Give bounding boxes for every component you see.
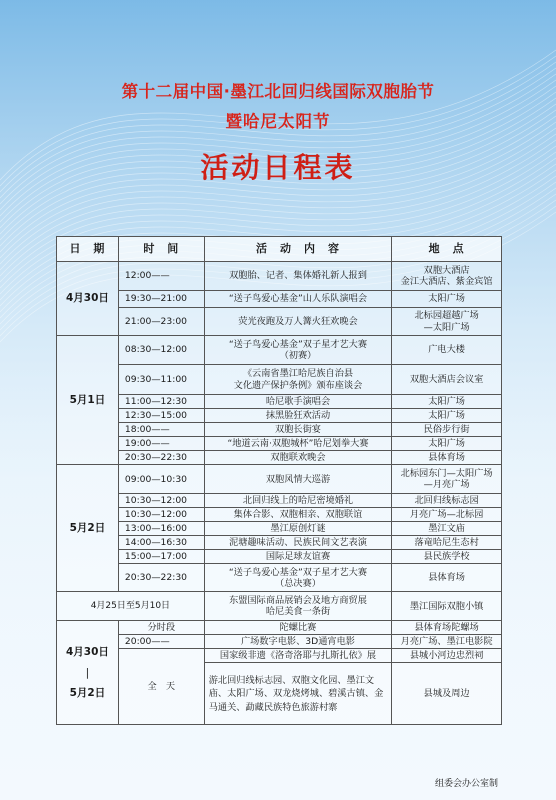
table-row: [57, 437, 502, 451]
location-cell: 县民族学校: [392, 550, 502, 564]
table-row: [57, 649, 502, 663]
activity-cell: 广场数字电影、3D通宵电影: [204, 635, 392, 649]
activity-cell: 荧光夜跑及万人篝火狂欢晚会: [204, 308, 392, 336]
date-cell: 5月1日: [57, 336, 119, 465]
location-cell: 太阳广场: [392, 291, 502, 308]
time-cell: 15:00—17:00: [118, 550, 204, 564]
range-end-date: 5月2日: [69, 687, 106, 700]
location-cell: 县体育场陀螺场: [392, 621, 502, 635]
table-row: [57, 365, 502, 395]
location-cell: 太阳广场: [392, 395, 502, 409]
footer-credit: 组委会办公室制: [434, 779, 498, 789]
table-row: [57, 494, 502, 508]
location-cell: 广电大楼: [392, 336, 502, 365]
table-row: [57, 550, 502, 564]
activity-cell: 双胞风情大巡游: [204, 465, 392, 494]
time-cell: 11:00—12:30: [118, 395, 204, 409]
activity-cell: 墨江原创灯谜: [204, 522, 392, 536]
activity-cell: 抹黑脸狂欢活动: [204, 409, 392, 423]
festival-title: 第十二届中国·墨江北回归线国际双胞胎节: [121, 82, 435, 101]
activity-cell: 双胞胎、记者、集体婚礼新人报到: [204, 262, 392, 291]
location-cell: 北标园东门—太阳广场 —月亮广场: [392, 465, 502, 494]
time-cell: 20:00——: [118, 635, 204, 649]
location-cell: 北回归线标志园: [392, 494, 502, 508]
location-cell: 落竜哈尼生态村: [392, 536, 502, 550]
table-row: [57, 423, 502, 437]
activity-cell: 东盟国际商品展销会及地方商贸展 哈尼美食一条街: [204, 592, 392, 621]
time-cell: 20:30—22:30: [118, 564, 204, 592]
time-cell: 12:30—15:00: [118, 409, 204, 423]
table-row: [57, 336, 502, 365]
date-range-cell: [57, 621, 119, 725]
activity-cell: 陀螺比赛: [204, 621, 392, 635]
activity-cell: 游北回归线标志园、双胞文化园、墨江文庙、太阳广场、双龙烧烤城、碧溪古镇、金马通关、勐藏民族特色旅游村寨: [204, 663, 392, 725]
activity-cell: “送子鸟爱心基金”双子星才艺大赛 （初赛）: [204, 336, 392, 365]
activity-cell: “送子鸟爱心基金”双子星才艺大赛 （总决赛）: [204, 564, 392, 592]
location-cell: 月亮广场—北标园: [392, 508, 502, 522]
activity-cell: 《云南省墨江哈尼族自治县 文化遗产保护条例》颁布座谈会: [204, 365, 392, 395]
location-cell: 县城及周边: [392, 663, 502, 725]
table-row: [57, 536, 502, 550]
table-row: [57, 409, 502, 423]
table-row: [57, 262, 502, 291]
range-separator: |: [85, 666, 90, 679]
time-cell: 09:00—10:30: [118, 465, 204, 494]
schedule-title: 活动日程表: [200, 151, 356, 184]
activity-cell: 双胞联欢晚会: [204, 451, 392, 465]
table-row: [57, 395, 502, 409]
time-cell: 分时段: [118, 621, 204, 635]
table-row: [57, 291, 502, 308]
location-cell: 太阳广场: [392, 437, 502, 451]
time-cell: 全 天: [118, 649, 204, 725]
date-cell: 4月30日: [57, 262, 119, 336]
time-cell: 19:30—21:00: [118, 291, 204, 308]
activity-cell: 北回归线上的哈尼密境婚礼: [204, 494, 392, 508]
time-cell: 19:00——: [118, 437, 204, 451]
location-cell: 北标园超越广场 —太阳广场: [392, 308, 502, 336]
table-row: [57, 508, 502, 522]
table-row: [57, 451, 502, 465]
time-cell: 21:00—23:00: [118, 308, 204, 336]
location-cell: 太阳广场: [392, 409, 502, 423]
table-row: [57, 522, 502, 536]
location-cell: 双胞大酒店 金江大酒店、紫金宾馆: [392, 262, 502, 291]
activity-cell: 泥塘趣味活动、民族民间文艺表演: [204, 536, 392, 550]
activity-cell: 双胞长街宴: [204, 423, 392, 437]
time-cell: 20:30—22:30: [118, 451, 204, 465]
range-start-date: 4月30日: [65, 645, 109, 658]
time-cell: 13:00—16:00: [118, 522, 204, 536]
column-header-time: 时 间: [118, 237, 204, 262]
location-cell: 墨江国际双胞小镇: [392, 592, 502, 621]
table-row: [57, 621, 502, 635]
table-header-row: [57, 237, 502, 262]
activity-cell: 集体合影、双胞相亲、双胞联谊: [204, 508, 392, 522]
location-cell: 墨江文庙: [392, 522, 502, 536]
time-cell: 10:30—12:00: [118, 508, 204, 522]
table-row: [57, 592, 502, 621]
column-header-activity: 活 动 内 容: [204, 237, 392, 262]
activity-cell: 国际足球友谊赛: [204, 550, 392, 564]
time-cell: 14:00—16:30: [118, 536, 204, 550]
table-row: [57, 635, 502, 649]
location-cell: 月亮广场、墨江电影院: [392, 635, 502, 649]
time-cell: 08:30—12:00: [118, 336, 204, 365]
column-header-location: 地 点: [392, 237, 502, 262]
time-cell: 18:00——: [118, 423, 204, 437]
table-row: [57, 465, 502, 494]
location-cell: 双胞大酒店会议室: [392, 365, 502, 395]
activity-cell: “送子鸟爱心基金”山人乐队演唱会: [204, 291, 392, 308]
location-cell: 县体育场: [392, 564, 502, 592]
location-cell: 民俗步行街: [392, 423, 502, 437]
activity-cell: 哈尼歌手演唱会: [204, 395, 392, 409]
festival-subtitle: 暨哈尼太阳节: [225, 112, 331, 131]
location-cell: 县体育场: [392, 451, 502, 465]
column-header-date: 日 期: [57, 237, 119, 262]
time-cell: 12:00——: [118, 262, 204, 291]
time-cell: 10:30—12:00: [118, 494, 204, 508]
table-row: [57, 308, 502, 336]
schedule-table: [56, 236, 502, 725]
table-row: [57, 564, 502, 592]
location-cell: 县城小河边忠烈祠: [392, 649, 502, 663]
activity-cell: “地道云南·双胞城杯”哈尼划拳大赛: [204, 437, 392, 451]
date-range-cell: 4月25日至5月10日: [57, 592, 205, 621]
time-cell: 09:30—11:00: [118, 365, 204, 395]
date-cell: 5月2日: [57, 465, 119, 592]
activity-cell: 国家级非遗《洛奇洛耶与扎斯扎依》展: [204, 649, 392, 663]
